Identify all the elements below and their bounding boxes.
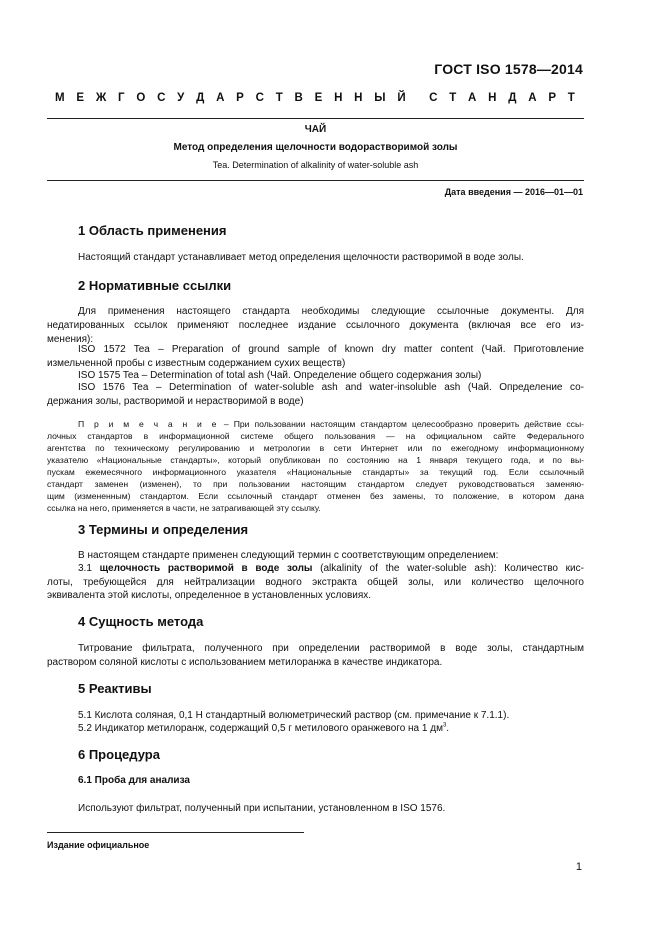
note-text: пускам ежемесячного информационного указателя «Национальные стандарты» за текущий год. Если ссылочный: [47, 467, 584, 477]
standard-type-letter: Т: [449, 92, 457, 104]
standard-type-heading: [55, 92, 575, 104]
note-text: ссылка на него, применяется в части, не затрагивающей эту ссылку.: [47, 503, 321, 513]
document-title: ЧАЙ: [304, 124, 327, 135]
reagent-item: [78, 722, 615, 736]
section-heading-normative-references: 2 Нормативные ссылки: [78, 278, 232, 293]
reagent-item-end: .: [446, 723, 450, 734]
standard-type-letter: Т: [275, 92, 283, 104]
section-heading-scope: 1 Область применения: [78, 223, 227, 238]
standard-type-letter: Н: [488, 92, 497, 104]
section-text: Настоящий стандарт устанавливает метод определения щелочности растворимой в воде золы.: [78, 252, 524, 263]
note-text: – При пользовании настоящим стандартом целесообразно проверить действие ссы-: [218, 419, 584, 429]
section-heading-reagents: 5 Реактивы: [78, 681, 152, 696]
standard-type-letter: Ж: [95, 92, 107, 104]
reference-item: ISO 1572 Tea – Preparation of ground sample of known dry matter content (Чай. Приготовление: [78, 344, 584, 355]
standard-type-letter: Й: [397, 92, 406, 104]
standard-type-letter: С: [255, 92, 264, 104]
reagent-item-text: 5.2 Индикатор метилоранж, содержащий 0,5 г метилового оранжевого на 1 дм: [78, 723, 443, 734]
standard-type-letter: А: [216, 92, 225, 104]
reference-item: ISO 1575 Tea – Determination of total ash (Чай. Определение общего содержания золы): [78, 370, 482, 381]
page-number: 1: [575, 861, 582, 873]
term-name: щелочность растворимой в воде золы: [99, 563, 313, 574]
paragraph-line: Используют фильтрат, полученный при испытании, установленном в ISO 1576.: [78, 803, 446, 814]
standard-type-letter: В: [294, 92, 303, 104]
note-text: агентства по техническому регулированию и метрологии в сети Интернет или по ежегодному информационному: [47, 443, 584, 453]
standard-type-letter: Г: [118, 92, 125, 104]
term-definition: [78, 562, 584, 576]
reference-item: ISO 1576 Tea – Determination of water-soluble ash and water-insoluble ash (Чай. Определение со-: [78, 382, 584, 393]
note-text: стандарт заменен (изменен), то при пользовании настоящим стандартом следует руководствоваться заменяю-: [47, 479, 584, 489]
note: [47, 418, 584, 514]
note-text: щим (измененным) стандартом. Если ссылочный стандарт отменен без замены, то положение, в котором дана: [47, 491, 584, 501]
paragraph-line: менения):: [47, 334, 94, 345]
standard-type-letter: Р: [236, 92, 244, 104]
standard-type-letter: Р: [548, 92, 556, 104]
standard-type-letter: У: [177, 92, 185, 104]
standard-type-letter: М: [55, 92, 65, 104]
paragraph-line: раствором соляной кислоты с использованием метилоранжа в качестве индикатора.: [47, 657, 443, 668]
standard-type-letter: Е: [314, 92, 323, 104]
effective-date: Дата введения — 2016—01—01: [444, 187, 583, 197]
standard-type-letter: Е: [76, 92, 85, 104]
standard-type-letter: Н: [334, 92, 343, 104]
term-number: 3.1: [78, 563, 100, 574]
section-heading-terms: 3 Термины и определения: [78, 522, 249, 537]
document-subtitle-en: Tea. Determination of alkalinity of water-soluble ash: [212, 160, 419, 170]
term-definition: эквивалента этой кислоты, определенное в установленных условиях.: [47, 590, 372, 601]
section-heading-method-principle: 4 Сущность метода: [78, 614, 204, 629]
divider: [47, 118, 584, 119]
standard-type-letter: С: [429, 92, 438, 104]
reference-item: измельченной пробы с известным содержанием сухих веществ): [47, 358, 346, 369]
reagent-item: 5.1 Кислота соляная, 0,1 Н стандартный волюметрический раствор (см. примечание к 7.1.1).: [78, 710, 510, 721]
note-label: П р и м е ч а н и е: [78, 419, 219, 429]
superscript: 3: [442, 722, 447, 729]
standard-type-letter: С: [157, 92, 166, 104]
edition-label: Издание официальное: [47, 840, 150, 850]
document-number: ГОСТ ISO 1578—2014: [434, 61, 583, 77]
document-subtitle-ru: Метод определения щелочности водорастворимой золы: [173, 142, 458, 153]
paragraph-line: недатированных ссылок применяют последнее издание ссылочного документа (включая все его из-: [47, 320, 584, 331]
note-text: указателю «Национальные стандарты», который опубликован по состоянию на 1 января текущего года, и по вы-: [47, 455, 584, 465]
standard-type-letter: Д: [196, 92, 205, 104]
paragraph-line: Для применения настоящего стандарта необходимы следующие ссылочные документы. Для: [78, 306, 584, 317]
section-heading-procedure: 6 Процедура: [78, 747, 160, 762]
footer-divider: [47, 832, 304, 833]
term-definition-text: (alkalinity of the water-soluble ash): Количество кис-: [312, 563, 584, 574]
standard-type-letter: Ы: [374, 92, 386, 104]
subsection-heading-sample: 6.1 Проба для анализа: [78, 775, 190, 786]
standard-type-letter: А: [528, 92, 537, 104]
divider: [47, 180, 584, 181]
standard-type-letter: Д: [508, 92, 517, 104]
note-text: лочных стандартов в информационной системе общего пользования — на официальном сайте Федерального: [47, 431, 584, 441]
paragraph-line: Титрование фильтрата, полученного при определении растворимой в воде золы, стандартным: [78, 643, 584, 654]
paragraph-line: В настоящем стандарте применен следующий термин с соответствующим определением:: [78, 550, 499, 561]
standard-type-letter: Н: [354, 92, 363, 104]
standard-type-letter: О: [136, 92, 146, 104]
reference-item: держания золы, растворимой и нерастворимой в воде): [47, 396, 304, 407]
standard-type-letter: А: [468, 92, 477, 104]
term-definition: лоты, требующейся для нейтрализации водного экстракта общей золы, или количество щелочного: [47, 577, 584, 588]
standard-type-letter: Т: [567, 92, 575, 104]
